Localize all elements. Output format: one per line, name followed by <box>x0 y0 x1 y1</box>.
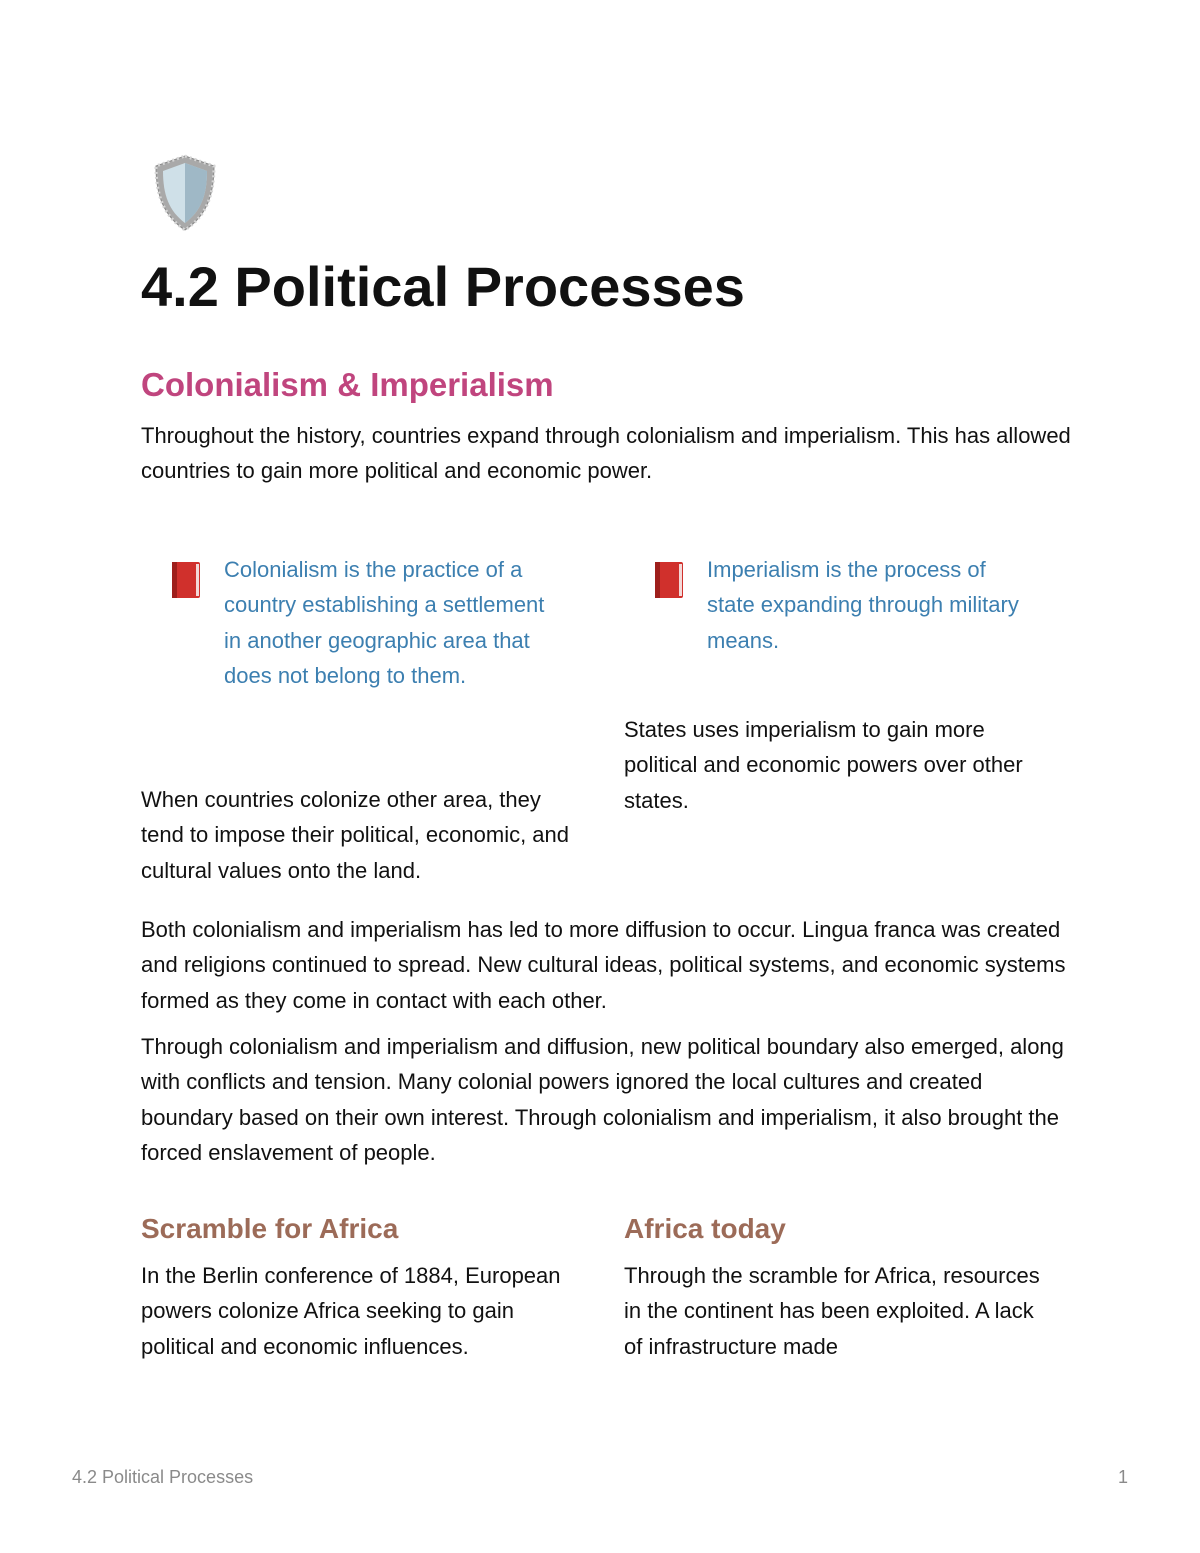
intro-paragraph: Throughout the history, countries expand through colonialism and imperialism. This has allowed countries to gain more political and economic power. <box>141 423 1071 484</box>
diffusion-paragraph: Both colonialism and imperialism has led to more diffusion to occur. Lingua franca was created and religions continued to spread. New cultural ideas, political systems, and economic systems formed as they come in contact with each other. <box>141 917 1066 1013</box>
footer-title: 4.2 Political Processes <box>72 1467 254 1487</box>
book-icon <box>651 560 687 600</box>
subheading-africa-today: Africa today <box>624 1213 786 1244</box>
callout-colonialism: Colonialism is the practice of a country establishing a settlement in another geographic area that does not belong to them. <box>224 557 545 688</box>
page-number: 1 <box>1118 1467 1129 1487</box>
book-icon <box>168 560 204 600</box>
section-heading: Colonialism & Imperialism <box>141 366 554 403</box>
shield-icon <box>150 152 220 234</box>
callout-imperialism: Imperialism is the process of state expanding through military means. <box>707 557 1019 653</box>
africa-today-paragraph: Through the scramble for Africa, resources in the continent has been exploited. A lack of infrastructure made <box>624 1263 1040 1359</box>
subheading-scramble-for-africa: Scramble for Africa <box>141 1213 399 1244</box>
imperialism-paragraph: States uses imperialism to gain more political and economic powers over other states. <box>624 717 1023 813</box>
page-title: 4.2 Political Processes <box>141 255 745 318</box>
boundary-paragraph: Through colonialism and imperialism and diffusion, new political boundary also emerged, along with conflicts and tension. Many colonial powers ignored the local cultures and created boundary based on their own interest. Through colonialism and imperialism, it also brought the forced enslavement of people. <box>141 1034 1064 1165</box>
scramble-paragraph: In the Berlin conference of 1884, European powers colonize Africa seeking to gain political and economic influences. <box>141 1263 561 1359</box>
colonize-paragraph: When countries colonize other area, they tend to impose their political, economic, and cultural values onto the land. <box>141 787 570 883</box>
